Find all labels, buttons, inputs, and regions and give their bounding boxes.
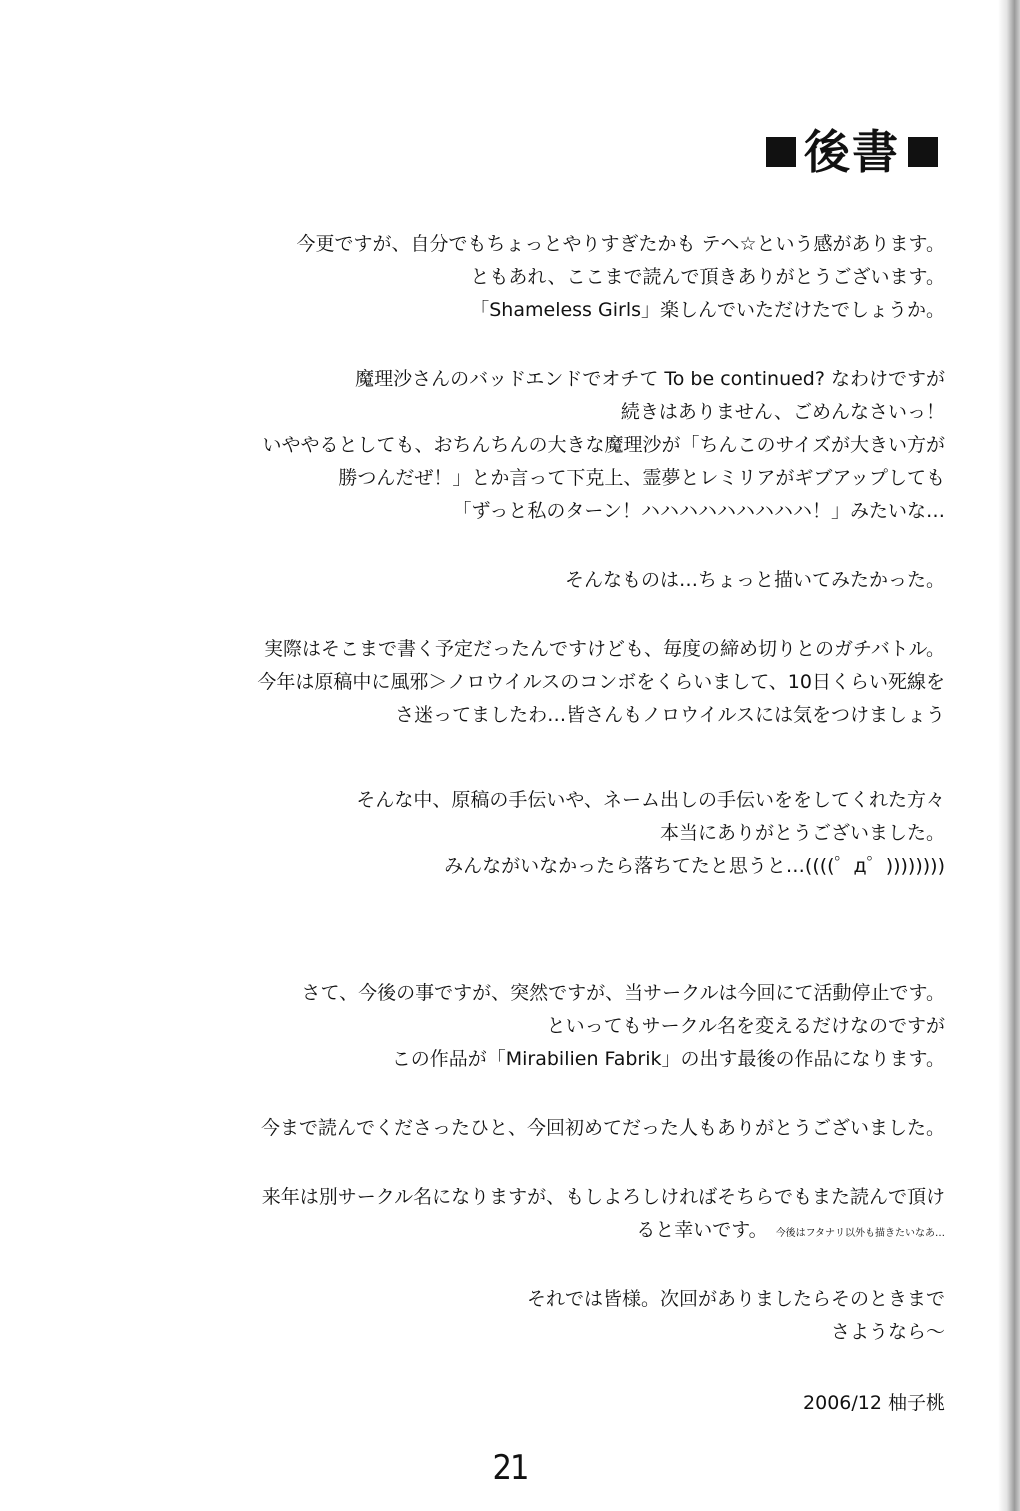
square-bullet-icon xyxy=(766,137,796,167)
text-line: ともあれ、ここまで読んで頂きありがとうございます。 xyxy=(470,266,945,288)
text-line: いややるとしても、おちんちんの大きな魔理沙が「ちんこのサイズが大きい方が xyxy=(262,434,945,456)
text-line: さようなら～ xyxy=(830,1321,945,1343)
text-line: そんな中、原稿の手伝いや、ネーム出しの手伝いををしてくれた方々 xyxy=(356,789,945,811)
closing-line xyxy=(60,1214,945,1247)
text-line: さて、今後の事ですが、突然ですが、当サークルは今回にて活動停止です。 xyxy=(301,982,945,1004)
text-line: それでは皆様。次回がありましたらそのときまで xyxy=(526,1288,945,1310)
page-edge-shadow xyxy=(998,0,1020,1511)
heading-title: 後書 xyxy=(804,125,900,179)
text-line: 今年は原稿中に風邪＞ノロウイルスのコンボをくらいまして、10日くらい死線を xyxy=(257,671,945,693)
text-line: 今更ですが、自分でもちょっとやりすぎたかも テヘ☆という感があります。 xyxy=(296,233,945,255)
text-line: 勝つんだぜ！」とか言って下克上、霊夢とレミリアがギブアップしても xyxy=(338,467,945,489)
closing-text: ると幸いです。 xyxy=(636,1219,768,1241)
text-line: この作品が「Mirabilien Fabrik」の出す最後の作品になります。 xyxy=(391,1048,945,1070)
square-bullet-icon xyxy=(908,137,938,167)
text-line: 本当にありがとうございました。 xyxy=(659,822,945,844)
text-line: 「ずっと私のターン！ハハハハハハハハハ！」みたいな… xyxy=(452,500,945,522)
text-line: といってもサークル名を変えるだけなのですが xyxy=(546,1015,945,1037)
text-line: そんなものは…ちょっと描いてみたかった。 xyxy=(564,569,945,591)
text-line: さ迷ってましたわ…皆さんもノロウイルスには気をつけましょう xyxy=(395,704,945,726)
text-line: 今まで読んでくださったひと、今回初めてだった人もありがとうございました。 xyxy=(260,1117,945,1139)
text-line: 来年は別サークル名になりますが、もしよろしければそちらでもまた読んで頂け xyxy=(261,1186,945,1208)
afterword-body xyxy=(60,228,945,1421)
text-line: 続きはありません、ごめんなさいっ！ xyxy=(620,401,945,423)
text-line: 魔理沙さんのバッドエンドでオチて To be continued? なわけですが xyxy=(355,368,945,390)
text-line: みんながいなかったら落ちてたと思うと…((((゜д゜)))))))) xyxy=(444,855,945,877)
page-number: 21 xyxy=(492,1448,528,1488)
signature: 2006/12 柚子桃 xyxy=(803,1392,945,1414)
section-heading xyxy=(766,122,938,182)
text-line: 実際はそこまで書く予定だったんですけども、毎度の締め切りとのガチバトル。 xyxy=(264,638,945,660)
text-line: 「Shameless Girls」楽しんでいただけたでしょうか。 xyxy=(470,299,945,321)
closing-note: 今後はフタナリ以外も描きたいなあ… xyxy=(775,1228,945,1239)
